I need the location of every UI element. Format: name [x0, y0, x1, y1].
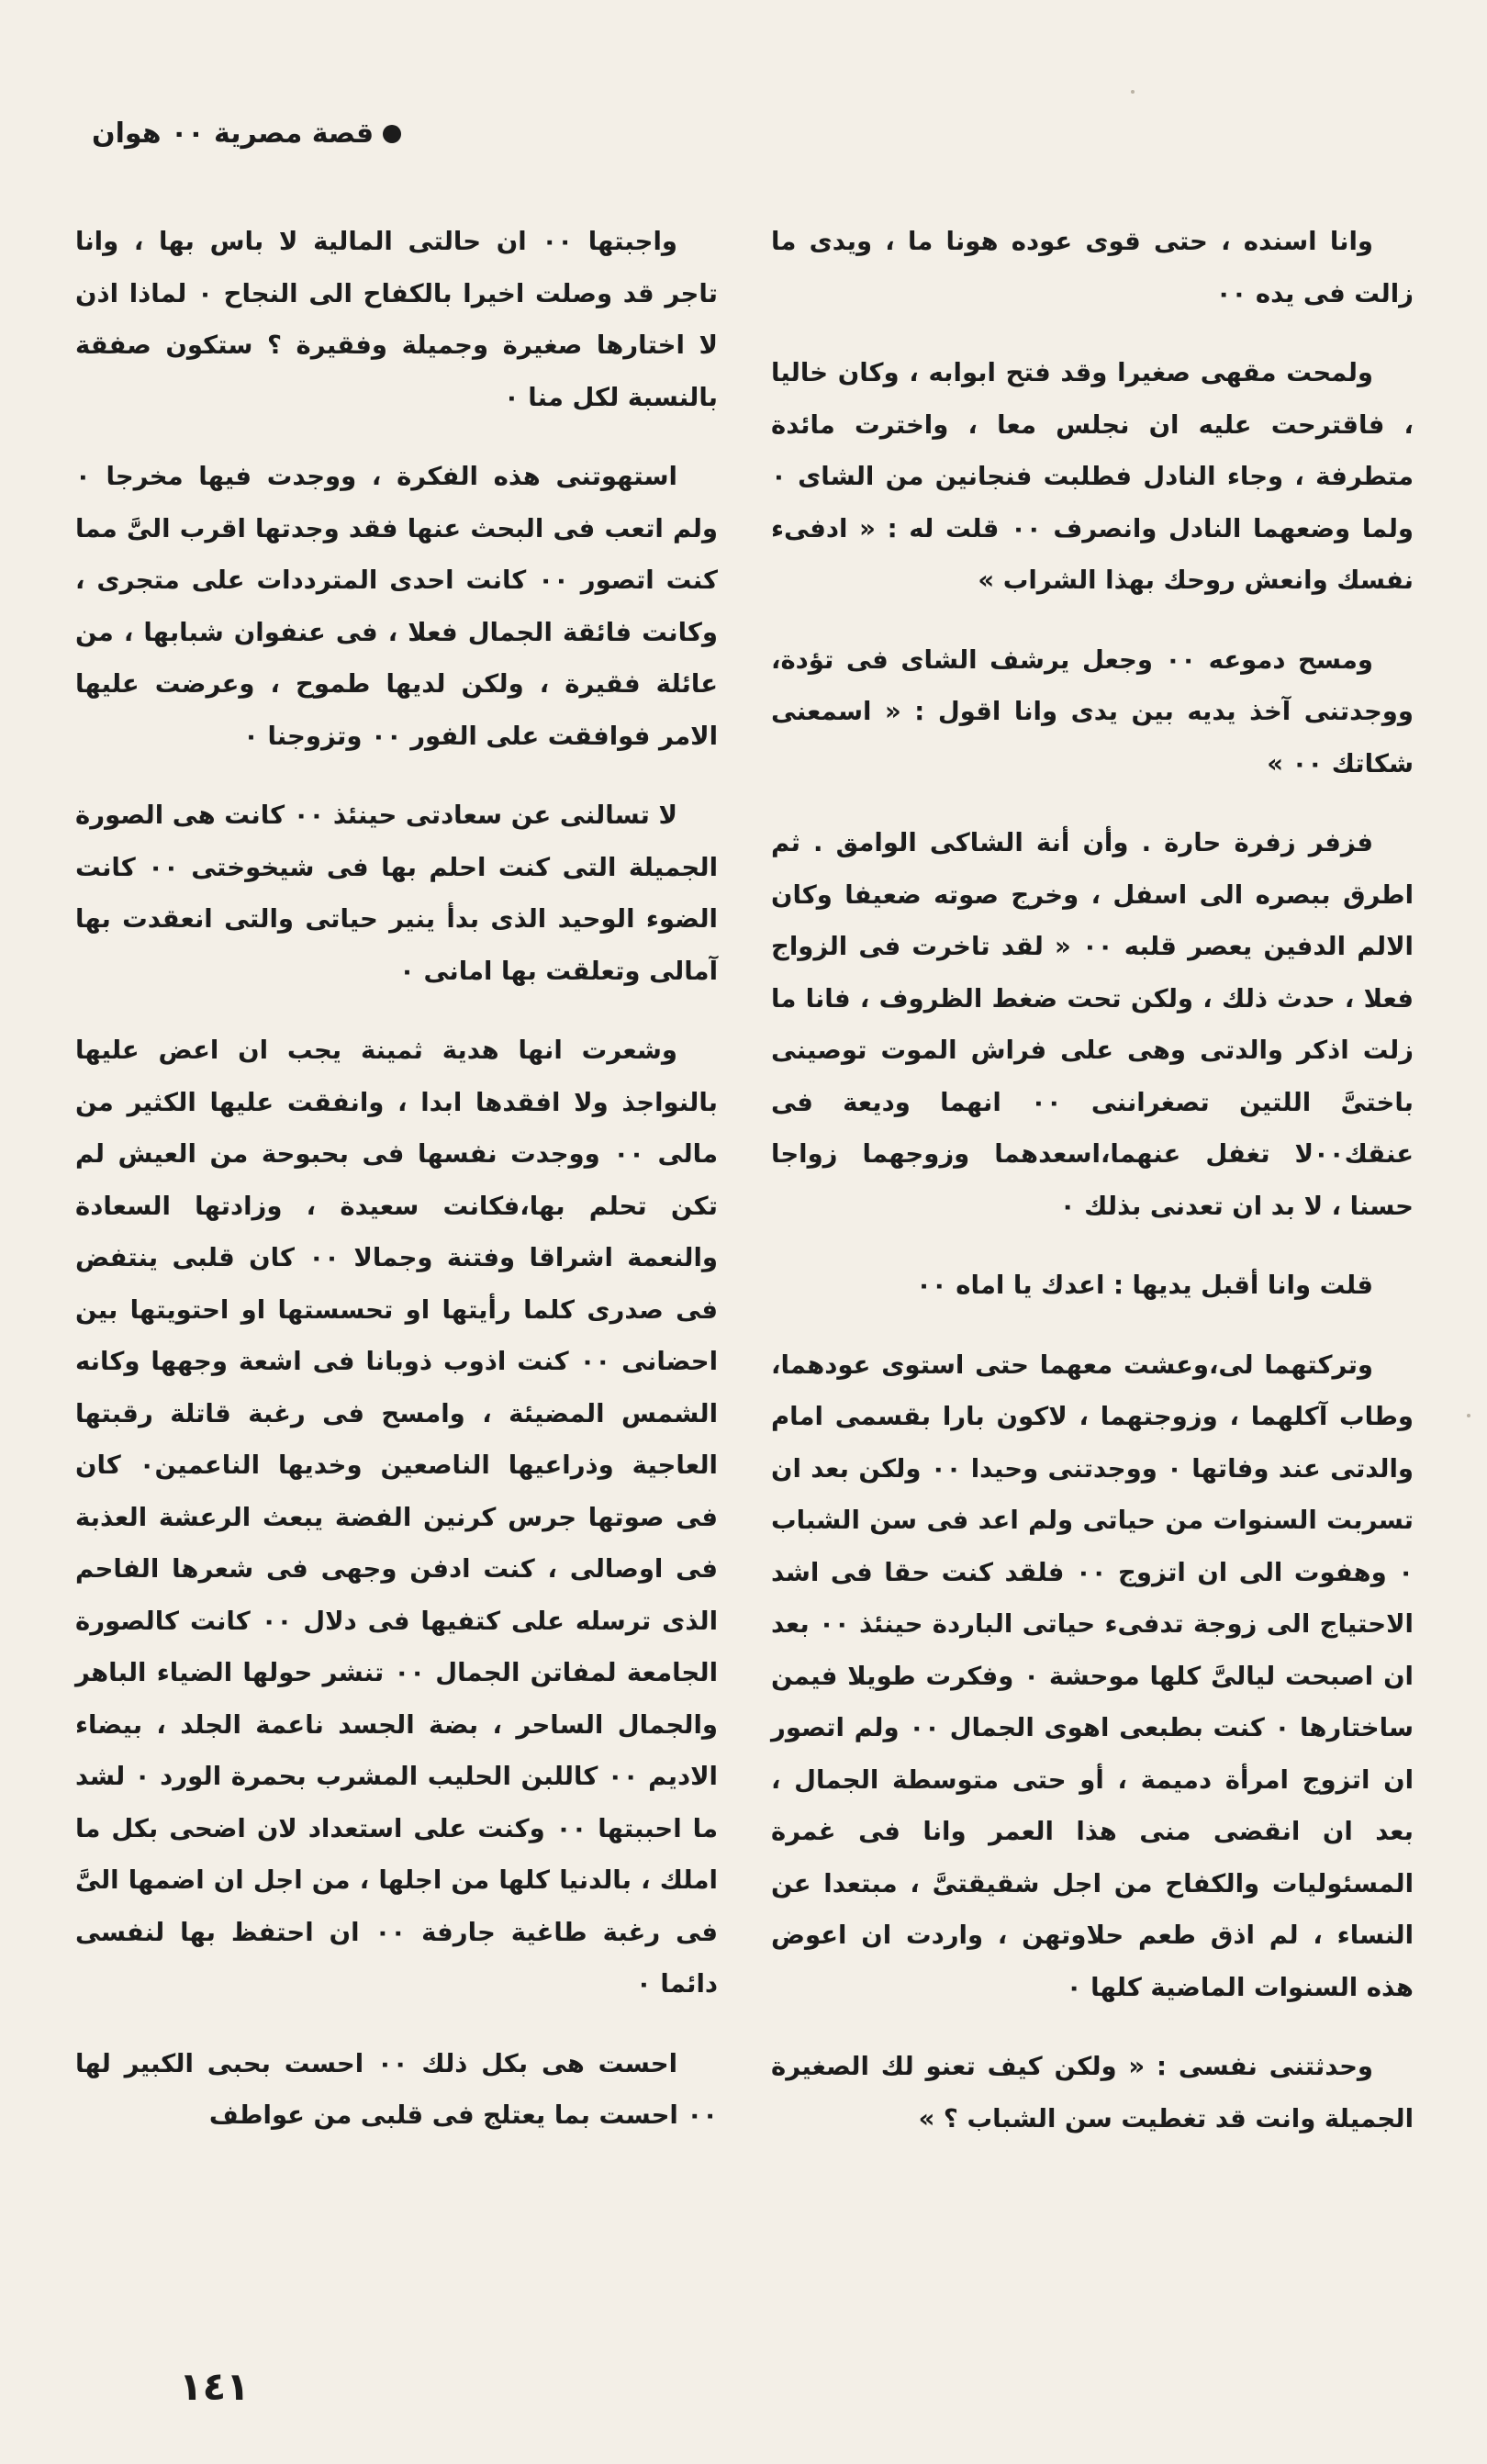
paper-speck	[1131, 90, 1135, 94]
paragraph: وانا اسنده ، حتى قوى عوده هونا ما ، ويدى ما زالت فى يده ٠٠	[771, 227, 1414, 308]
paragraph: وتركتهما لى،وعشت معهما حتى استوى عودهما، وطاب آكلهما ، وزوجتهما ، لاكون بارا بقسمى امام والدتى عند وفاتها ٠ ووجدتنى وحيدا ٠٠ ولكن بعد ان تسربت السنوات من حياتى ولم اعد فى سن الشباب ٠ وهفوت الى ان اتزوج ٠٠ فلقد كنت حقا فى اشد الاحتياج الى زوجة تدفىء حياتى الباردة حينئذ ٠٠ بعد ان اصبحت ليالىَّ كلها موحشة ٠ وفكرت طويلا فيمن ساختارها ٠ كنت بطبعى اهوى الجمال ٠٠ ولم اتصور ان اتزوج امرأة دميمة ، أو حتى متوسطة الجمال ، بعد ان انقضى منى هذا العمر وانا فى غمرة المسئوليات والكفاح من اجل شقيقتىَّ ، مبتعدا عن النساء ، لم اذق طعم حلاوتهن ، واردت ان اعوض هذه السنوات الماضية كلها ٠	[771, 1350, 1414, 2002]
bullet-icon	[383, 125, 401, 143]
story-header	[92, 118, 401, 150]
paragraph: وحدثتنى نفسى : « ولكن كيف تعنو لك الصغيرة الجميلة وانت قد تغطيت سن الشباب ؟ »	[771, 2052, 1414, 2134]
paragraph: ولمحت مقهى صغيرا وقد فتح ابوابه ، وكان خاليا ، فاقترحت عليه ان نجلس معا ، واخترت مائدة متطرفة ، وجاء النادل فطلبت فنجانين من الشاى ٠ ولما وضعهما النادل وانصرف ٠٠ قلت له : « ادفىء نفسك وانعش روحك بهذا الشراب »	[771, 358, 1414, 595]
paragraph: قلت وانا أقبل يديها : اعدك يا اماه ٠٠	[916, 1271, 1373, 1300]
paragraph: فزفر زفرة حارة . وأن أنة الشاكى الوامق . ثم اطرق ببصره الى اسفل ، وخرج صوته ضعيفا وكان الالم الدفين يعصر قلبه ٠٠ « لقد تاخرت فى الزواج فعلا ، حدث ذلك ، ولكن تحت ضغط الظروف ، فانا ما زلت اذكر والدتى وهى على فراش الموت توصينى باختىَّ اللتين تصغراننى ٠٠ انهما وديعة فى عنقك٠٠لا تغفل عنهما،اسعدهما وزوجهما زواجا حسنا ، لا بد ان تعدنى بذلك ٠	[771, 828, 1414, 1221]
paragraph: استهوتنى هذه الفكرة ، ووجدت فيها مخرجا ٠ ولم اتعب فى البحث عنها فقد وجدتها اقرب الىَّ مما كنت اتصور ٠٠ كانت احدى المترددات على متجرى ، وكانت فائقة الجمال فعلا ، فى عنفوان شبابها ، من عائلة فقيرة ، ولكن لديها طموح ، وعرضت عليها الامر فوافقت على الفور ٠٠ وتزوجنا ٠	[75, 462, 718, 751]
paragraph: احست هى بكل ذلك ٠٠ احست بحبى الكبير لها ٠٠ احست بما يعتلج فى قلبى من عواطف	[75, 2048, 718, 2130]
right-text-column	[771, 216, 1414, 2145]
paragraph: ومسح دموعه ٠٠ وجعل يرشف الشاى فى تؤدة، ووجدتنى آخذ يديه بين يدى وانا اقول : « اسمعنى شكاتك ٠٠ »	[771, 644, 1414, 778]
page-number: ١٤١	[179, 2364, 250, 2409]
story-title: قصة مصرية ٠٠ هوان	[92, 118, 375, 150]
left-text-column	[75, 216, 718, 2142]
paragraph: لا تسالنى عن سعادتى حينئذ ٠٠ كانت هى الصورة الجميلة التى كنت احلم بها فى شيخوختى ٠٠ كانت الضوء الوحيد الذى بدأ ينير حياتى والتى انعقدت بها آمالى وتعلقت بها امانى ٠	[75, 801, 718, 986]
paragraph: واجبتها ٠٠ ان حالتى المالية لا باس بها ، وانا تاجر قد وصلت اخيرا بالكفاح الى النجاح ٠ لماذا اذن لا اختارها صغيرة وجميلة وفقيرة ؟ ستكون صفقة بالنسبة لكل منا ٠	[75, 227, 718, 412]
column-gutter	[739, 220, 741, 2332]
paper-speck	[1467, 1414, 1470, 1417]
paragraph: وشعرت انها هدية ثمينة يجب ان اعض عليها بالنواجذ ولا افقدها ابدا ، وانفقت عليها الكثير من مالى ٠٠ ووجدت نفسها فى بحبوحة من العيش لم تكن تحلم بها،فكانت سعيدة ، وزادتها السعادة والنعمة اشراقا وفتنة وجمالا ٠٠ كان قلبى ينتفض فى صدرى كلما رأيتها او تحسستها او احتويتها بين احضانى ٠٠ كنت اذوب ذوبانا فى اشعة وجهها وكانه الشمس المضيئة ، وامسح فى رغبة قاتلة رقبتها العاجية وذراعيها الناصعين وخديها الناعمين٠ كان فى صوتها جرس كرنين الفضة يبعث الرعشة العذبة فى اوصالى ، كنت ادفن وجهى فى شعرها الفاحم الذى ترسله على كتفيها فى دلال ٠٠ كانت كالصورة الجامعة لمفاتن الجمال ٠٠ تنشر حولها الضياء الباهر والجمال الساحر ، بضة الجسد ناعمة الجلد ، بيضاء الاديم ٠٠ كاللبن الحليب المشرب بحمرة الورد ٠ لشد ما احببتها ٠٠ وكنت على استعداد لان اضحى بكل ما املك ، بالدنيا كلها من اجلها ، من اجل ان اضمها الىَّ فى رغبة طاغية جارفة ٠٠ ان احتفظ بها لنفسى دائما ٠	[75, 1036, 719, 1999]
